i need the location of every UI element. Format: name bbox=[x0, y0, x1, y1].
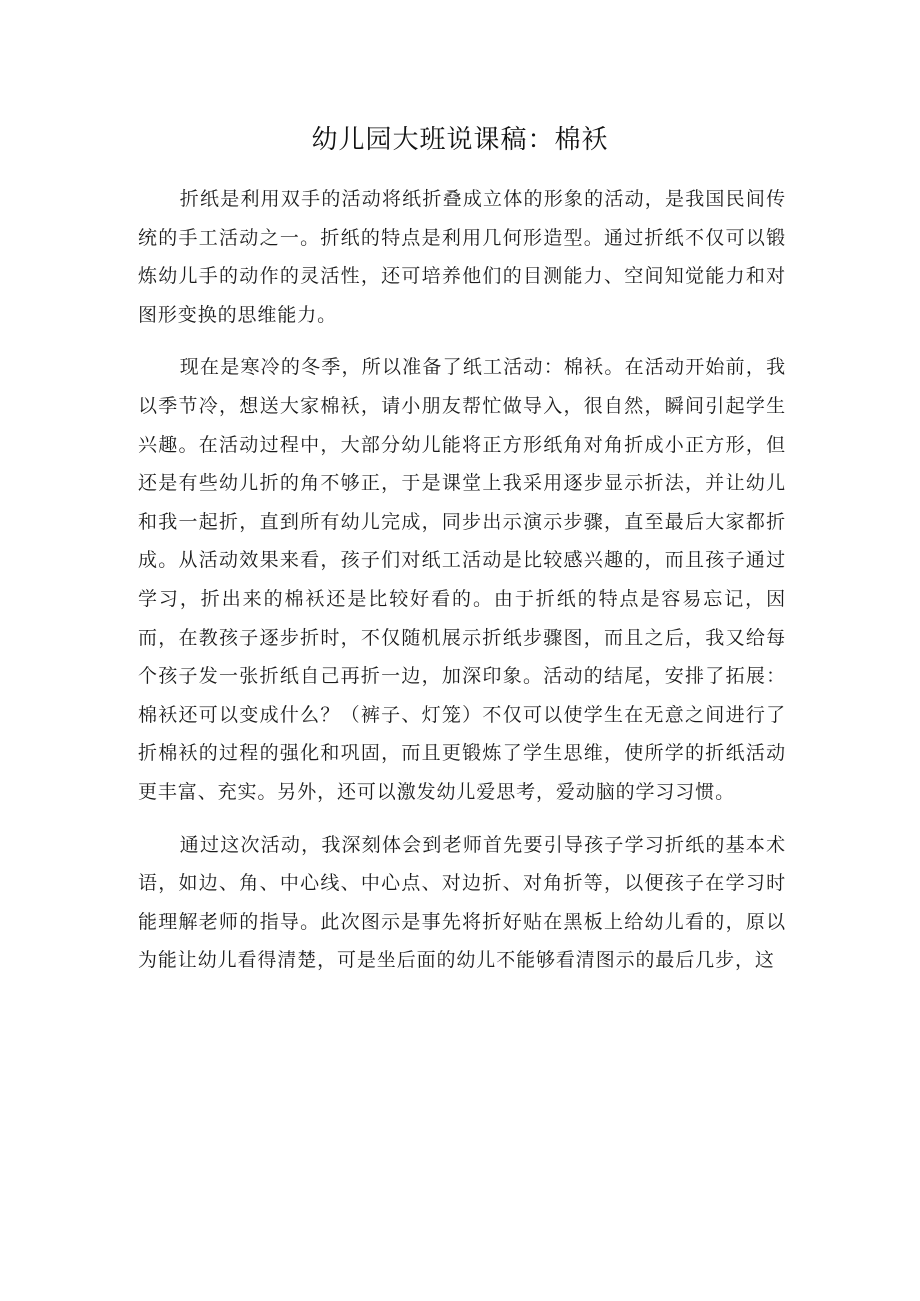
page-title: 幼儿园大班说课稿：棉袄 bbox=[311, 125, 609, 155]
paragraph-activity: 现在是寒冷的冬季，所以准备了纸工活动：棉袄。在活动开始前，我以季节冷，想送大家棉袄，请小朋友帮忙做导入，很自然，瞬间引起学生兴趣。在活动过程中，大部分幼儿能将正方形纸角对角折成小正方形，但还是有些幼儿折的角不够正，于是课堂上我采用逐步显示折法，并让幼儿和我一起折，直到所有幼儿完成，同步出示演示步骤，直至最后大家都折成。从活动效果来看，孩子们对纸工活动是比较感兴趣的，而且孩子通过学习，折出来的棉袄还是比较好看的。由于折纸的特点是容易忘记，因而，在教孩子逐步折时，不仅随机展示折纸步骤图，而且之后，我又给每个孩子发一张折纸自己再折一边，加深印象。活动的结尾，安排了拓展：棉袄还可以变成什么？（裤子、灯笼）不仅可以使学生在无意之间进行了折棉袄的过程的强化和巩固，而且更锻炼了学生思维，使所学的折纸活动更丰富、充实。另外，还可以激发幼儿爱思考，爱动脑的学习习惯。 bbox=[138, 356, 786, 803]
paragraph-reflection: 通过这次活动，我深刻体会到老师首先要引导孩子学习折纸的基本术语，如边、角、中心线、中心点、对边折、对角折等，以便孩子在学习时能理解老师的指导。此次图示是事先将折好贴在黑板上给幼儿看的，原以为能让幼儿看得清楚，可是坐后面的幼儿不能够看清图示的最后几步，这 bbox=[138, 833, 786, 972]
paragraph-intro: 折纸是利用双手的活动将纸折叠成立体的形象的活动，是我国民间传统的手工活动之一。折纸的特点是利用几何形造型。通过折纸不仅可以锻炼幼儿手的动作的灵活性，还可培养他们的目测能力、空间知觉能力和对图形变换的思维能力。 bbox=[138, 188, 786, 326]
document-body bbox=[138, 180, 786, 980]
